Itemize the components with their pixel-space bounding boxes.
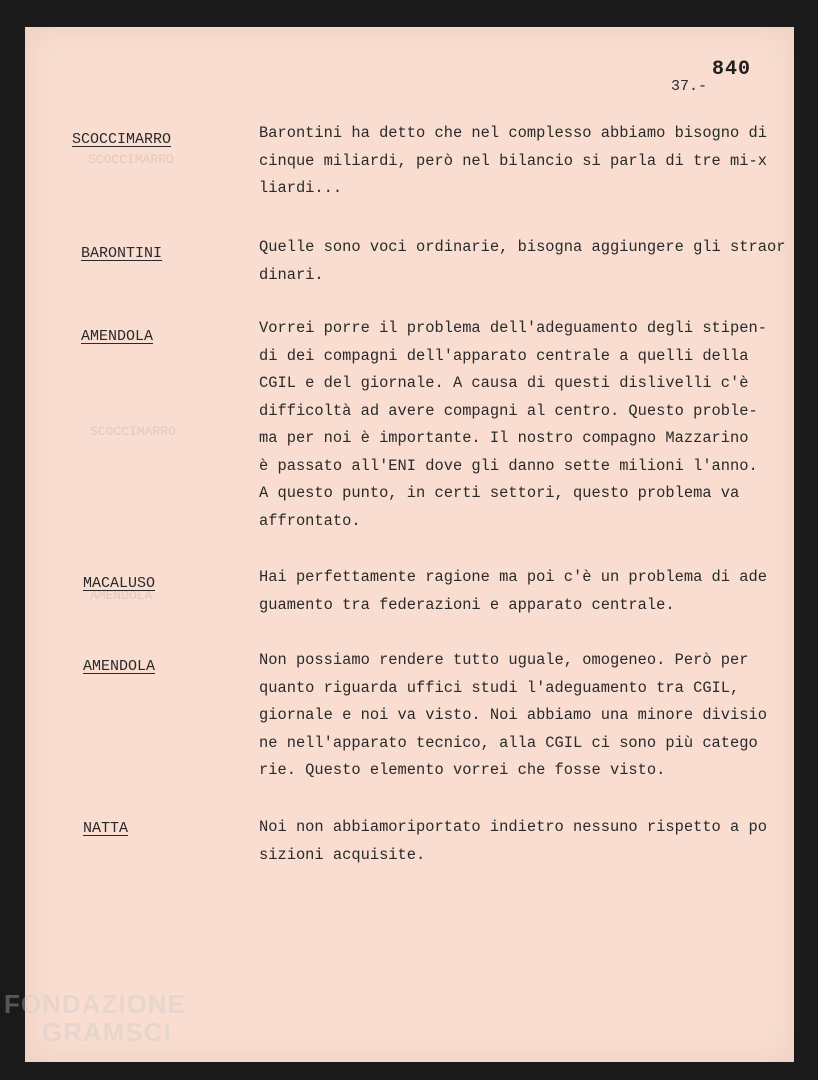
speech-line: Vorrei porre il problema dell'adeguamento degli stipen- [259,319,767,337]
speaker-name: AMENDOLA [81,328,154,345]
show-through-text: SCOCCIMARRO [90,424,176,439]
show-through-text: SCOCCIMARRO [88,152,174,167]
speaker-name: AMENDOLA [83,658,156,675]
speech-text [259,315,799,535]
speech-text [259,647,799,785]
speech-line: Barontini ha detto che nel complesso abbiamo bisogno di [259,124,767,142]
speaker-name: BARONTINI [81,245,163,262]
speaker-name: MACALUSO [83,575,156,592]
speaker-name: SCOCCIMARRO [72,131,172,148]
speech-line: CGIL e del giornale. A causa di questi dislivelli c'è [259,374,749,392]
speech-line: difficoltà ad avere compagni al centro. Questo proble- [259,401,758,420]
speech-line: cinque miliardi, però nel bilancio si parla di tre mi-x [259,151,767,170]
speech-line: Hai perfettamente ragione ma poi c'è un problema di ade [259,568,767,586]
show-through-text: AMENDOLA [90,588,153,603]
speaker-name: NATTA [83,820,129,837]
speech-line: liardi... [259,179,343,197]
speech-line: Non possiamo rendere tutto uguale, omogeneo. Però per [259,651,749,669]
speech-line: ne nell'apparato tecnico, alla CGIL ci sono più catego [259,733,758,752]
speech-line: Quelle sono voci ordinarie, bisogna aggiungere gli straor [259,238,786,256]
speech-text [259,234,799,289]
speech-line: di dei compagni dell'apparato centrale a quelli della [259,346,749,365]
watermark-line: FONDAZIONE [4,989,186,1019]
speech-line: rie. Questo elemento vorrei che fosse visto. [259,761,666,779]
speech-text [259,564,799,619]
archive-folio-number: 840 [712,58,752,81]
speech-line: affrontato. [259,511,361,530]
fondazione-gramsci-watermark [4,990,186,1046]
speech-line: A questo punto, in certi settori, questo problema va [259,484,740,502]
page-number: 37.- [671,78,708,95]
watermark-line: GRAMSCI [42,1017,172,1047]
speech-line: dinari. [259,265,324,284]
speech-line: ma per noi è importante. Il nostro compagno Mazzarino [259,429,749,447]
speech-line: quanto riguarda uffici studi l'adeguamento tra CGIL, [259,678,740,697]
speech-text [259,120,799,203]
speech-text [259,814,799,869]
speech-line: è passato all'ENI dove gli danno sette milioni l'anno. [259,456,758,475]
speech-line: giornale e noi va visto. Noi abbiamo una minore divisio [259,706,767,724]
speech-line: sizioni acquisite. [259,845,426,864]
speech-line: guamento tra federazioni e apparato centrale. [259,595,675,614]
speech-line: Noi non abbiamoriportato indietro nessuno rispetto a po [259,818,767,836]
